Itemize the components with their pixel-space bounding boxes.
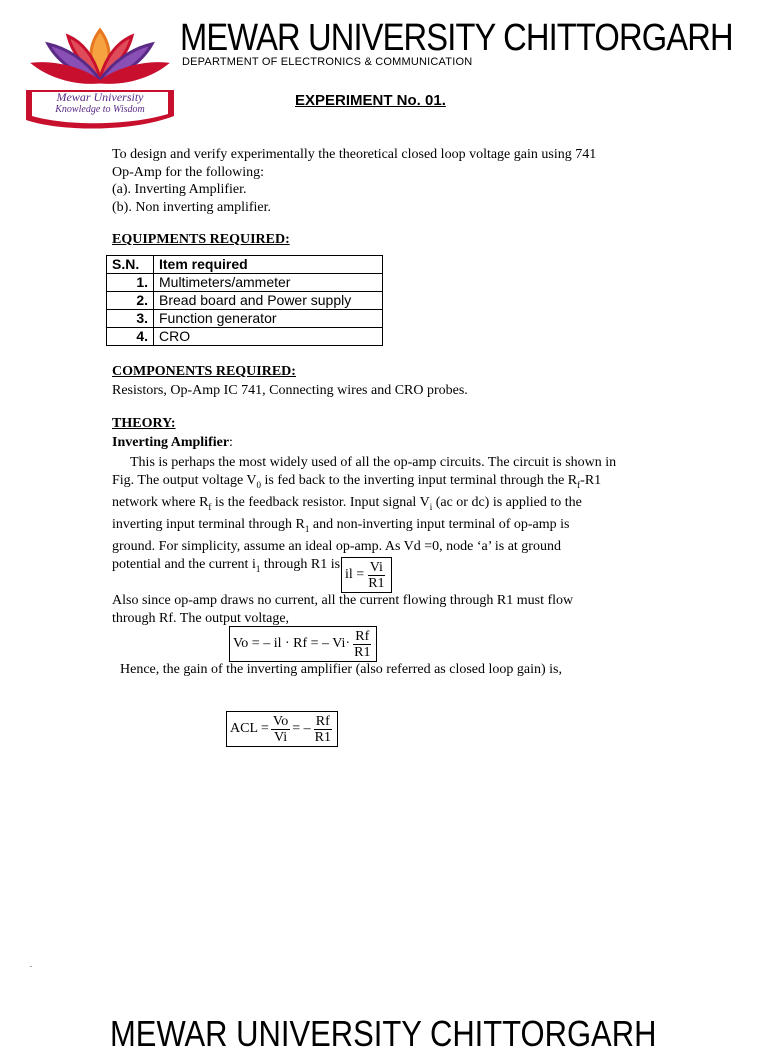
table-row (107, 274, 383, 292)
aim-section (112, 146, 656, 216)
row-sn: 3. (107, 310, 154, 328)
subscript: 0 (256, 479, 262, 490)
formula-output-voltage (229, 626, 377, 662)
para-line: ground. For simplicity, assume an ideal op-amp. As Vd =0, node ‘a’ is at ground (112, 539, 561, 555)
fraction (366, 560, 386, 591)
theory-paragraph-2 (112, 592, 656, 627)
para-line (112, 494, 656, 516)
text: -R1 (580, 472, 602, 488)
aim-line: Op-Amp for the following: (112, 164, 265, 180)
para-line: Also since op-amp draws no current, all the current flowing through R1 must flow (112, 593, 574, 608)
department-name: DEPARTMENT OF ELECTRONICS & COMMUNICATION (182, 56, 473, 68)
formula-lhs: ACL = (230, 721, 269, 736)
formula-current (341, 557, 392, 593)
formula-mid: = – (292, 721, 311, 736)
university-logo (22, 20, 178, 132)
components-text: Resistors, Op-Amp IC 741, Connecting wires and CRO probes. (112, 383, 468, 398)
numerator: Rf (355, 628, 370, 644)
fraction (271, 714, 290, 745)
text: is the feedback resistor. Input signal V (211, 494, 430, 510)
text: network where R (112, 494, 209, 510)
para-line (112, 516, 656, 538)
denominator: Vi (273, 729, 288, 745)
fraction (352, 629, 372, 660)
table-row (107, 292, 383, 310)
logo-text-motto: Knowledge to Wisdom (55, 104, 145, 115)
col-item-header: Item required (154, 256, 383, 274)
inverting-amplifier-subheading (112, 435, 233, 451)
row-item: Function generator (154, 310, 383, 328)
text: potential and the current i (112, 556, 256, 572)
equipments-heading: EQUIPMENTS REQUIRED: (112, 232, 290, 247)
text: inverting input terminal through R (112, 517, 305, 533)
para-line (112, 472, 656, 494)
row-item: CRO (154, 328, 383, 346)
university-name: MEWAR UNIVERSITY CHITTORGARH (180, 17, 733, 59)
fraction (313, 714, 333, 745)
experiment-title: EXPERIMENT No. 01. (295, 92, 446, 109)
table-row (107, 310, 383, 328)
subscript: 1 (255, 563, 261, 574)
table-header-row (107, 256, 383, 274)
numerator: Rf (315, 713, 330, 729)
numerator: Vo (272, 713, 289, 729)
theory-heading: THEORY: (112, 416, 176, 431)
subheading-colon: : (229, 435, 233, 450)
subscript: 1 (304, 523, 310, 534)
text: through R1 is (260, 556, 341, 572)
equipment-table (106, 255, 383, 346)
col-sn-header: S.N. (107, 256, 154, 274)
formula-lhs: il = (345, 567, 365, 582)
row-sn: 1. (107, 274, 154, 292)
denominator: R1 (368, 575, 385, 591)
text: (ac or dc) is applied to the (432, 494, 582, 510)
aim-line: To design and verify experimentally the theoretical closed loop voltage gain using 741 (112, 147, 597, 162)
formula-lhs: Vo = – il · Rf = – Vi· (233, 636, 351, 651)
subscript: i (429, 501, 433, 512)
text: and non-inverting input terminal of op-amp is (309, 517, 570, 533)
subheading-text: Inverting Amplifier (112, 435, 230, 450)
subscript: f (208, 501, 212, 512)
row-item: Multimeters/ammeter (154, 274, 383, 292)
aim-line: (a). Inverting Amplifier. (112, 182, 247, 197)
numerator: Vi (369, 559, 383, 575)
logo-text-university: Mewar University (56, 90, 144, 104)
components-heading: COMPONENTS REQUIRED: (112, 364, 296, 379)
row-sn: 2. (107, 292, 154, 310)
theory-paragraph-3: Hence, the gain of the inverting amplifier (also referred as closed loop gain) is, (120, 662, 563, 677)
text: Fig. The output voltage V (112, 472, 257, 488)
subscript: f (577, 479, 581, 490)
row-item: Bread board and Power supply (154, 292, 383, 310)
para-line: through Rf. The output voltage, (112, 610, 290, 626)
denominator: R1 (354, 644, 371, 660)
row-sn: 4. (107, 328, 154, 346)
aim-line: (b). Non inverting amplifier. (112, 199, 272, 215)
para-line: This is perhaps the most widely used of all the op-amp circuits. The circuit is shown in (130, 455, 617, 470)
stray-dot: . (30, 960, 32, 969)
formula-closed-loop-gain (226, 711, 338, 747)
text: is fed back to the inverting input terminal through the R (261, 472, 578, 488)
next-page-header-cut: MEWAR UNIVERSITY CHITTORGARH (110, 1013, 657, 1054)
table-row (107, 328, 383, 346)
denominator: R1 (314, 729, 331, 745)
